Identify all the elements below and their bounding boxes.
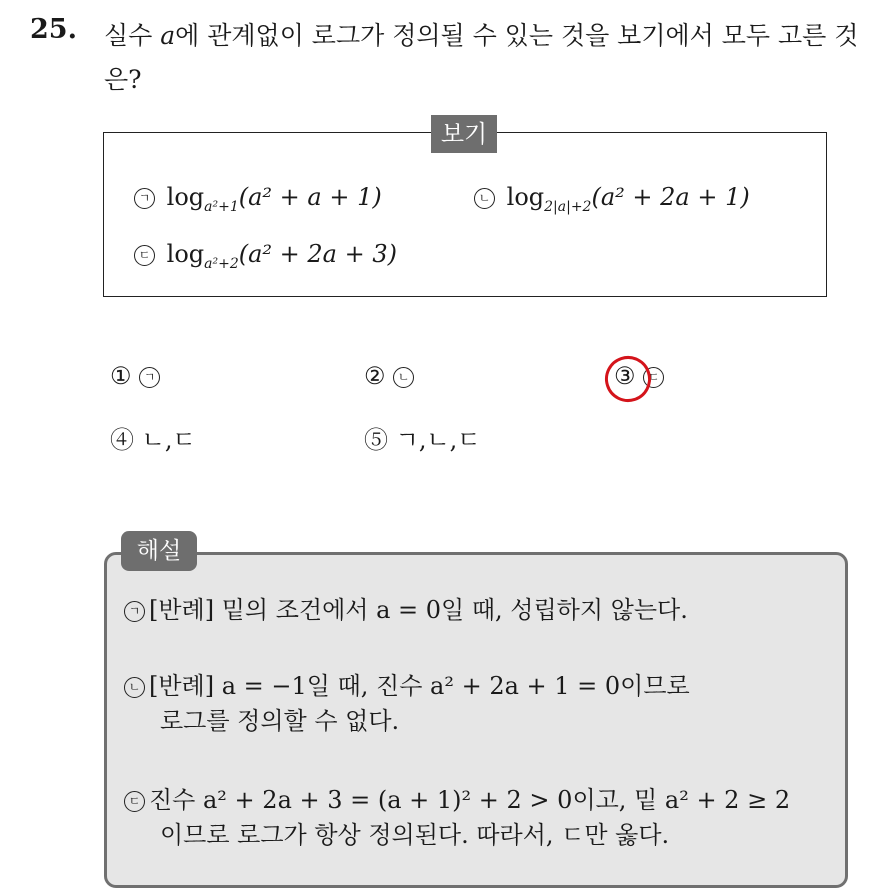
choice-3[interactable]: ③ ㄷ xyxy=(614,362,668,390)
bogi-label: 보기 xyxy=(431,115,497,153)
question-text: 실수 a에 관계없이 로그가 정의될 수 있는 것을 보기에서 모두 고른 것은? xyxy=(104,21,859,94)
explanation-item-1: ㄱ [반례] 밑의 조건에서 a = 0일 때, 성립하지 않는다. xyxy=(124,590,688,625)
explanation-item-2: ㄴ [반례] a = −1일 때, 진수 a² + 2a + 1 = 0이므로 로그를 정의할 수 없다. xyxy=(124,666,690,736)
choice-2[interactable]: ② ㄴ xyxy=(364,362,418,390)
marker-giyeok: ㄱ xyxy=(134,188,155,209)
choice-4[interactable]: ④ ㄴ,ㄷ xyxy=(110,426,196,454)
explanation-item-3: ㄷ 진수 a² + 2a + 3 = (a + 1)² + 2 > 0이고, 밑 a² + 2 ≥ 2 이므로 로그가 항상 정의된다. 따라서, ㄷ만 옳다. xyxy=(124,780,790,850)
choice-1[interactable]: ① ㄱ xyxy=(110,362,164,390)
answer-circle-mark xyxy=(599,350,657,408)
question-number: 25. xyxy=(30,14,77,45)
choice-5[interactable]: ⑤ ㄱ,ㄴ,ㄷ xyxy=(364,426,481,454)
bogi-item-1: ㄱ $\log_{a^2+1}(a^2 + a + 1)$ xyxy=(134,183,382,215)
marker-digeut: ㄷ xyxy=(134,245,155,266)
bogi-item-3: ㄷ $\log_{a^2+2}(a^2 + 2a + 3)$ xyxy=(134,240,397,272)
explanation-label: 해설 xyxy=(121,531,197,571)
marker-nieun: ㄴ xyxy=(474,188,495,209)
bogi-item-2: ㄴ $\log_{2|a|+2}(a^2 + 2a + 1)$ xyxy=(474,183,750,215)
